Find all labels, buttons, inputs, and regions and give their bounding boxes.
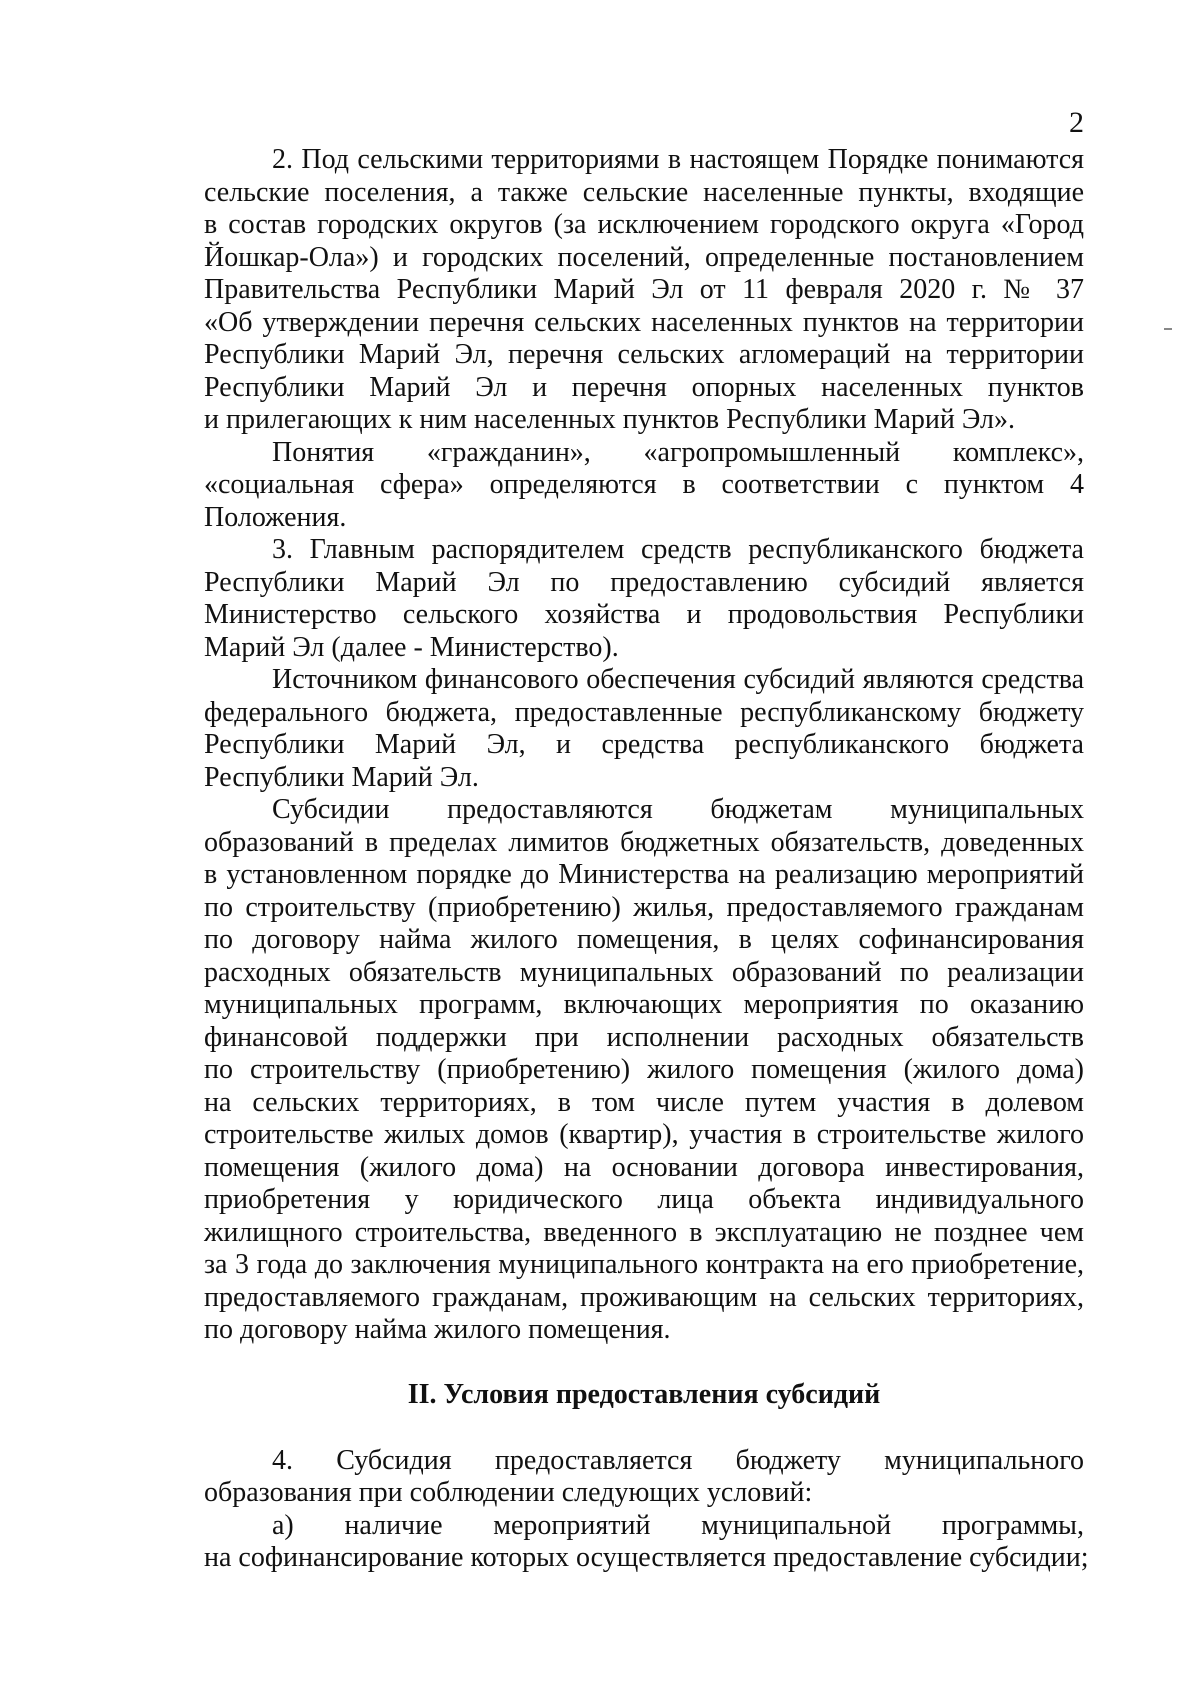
text-line: Министерство сельского хозяйства и продовольствия Республики <box>204 599 1084 630</box>
text-line: «Об утверждении перечня сельских населенных пунктов на территории <box>204 306 1084 338</box>
text-line: образования при соблюдении следующих условий: <box>204 1477 813 1508</box>
section-heading: II. Условия предоставления субсидий <box>407 1378 881 1410</box>
text-line: по строительству (приобретению) жилья, предоставляемого гражданам <box>204 891 1084 923</box>
text-line: муниципальных программ, включающих мероприятия по оказанию <box>204 989 1084 1020</box>
text-line: сельские поселения, а также сельские населенные пункты, входящие <box>204 176 1084 208</box>
text-line: по строительству (приобретению) жилого помещения (жилого дома) <box>204 1054 1084 1085</box>
text-line: в установленном порядке до Министерства на реализацию мероприятий <box>204 859 1084 890</box>
text-line: и прилегающих к ним населенных пунктов Республики Марий Эл». <box>204 404 1015 435</box>
document-body <box>204 144 1089 1575</box>
text-line: Республики Марий Эл по предоставлению субсидий является <box>204 566 1084 598</box>
text-line: на сельских территориях, в том числе путем участия в долевом <box>204 1086 1084 1118</box>
text-line: «социальная сфера» определяются в соответствии с пунктом 4 <box>204 469 1084 500</box>
margin-mark <box>1164 328 1172 330</box>
text-line: Марий Эл (далее - Министерство). <box>204 631 619 663</box>
text-line: Источником финансового обеспечения субсидий являются средства <box>272 664 1084 695</box>
text-line: по договору найма жилого помещения, в целях софинансирования <box>204 924 1084 955</box>
text-line: Республики Марий Эл, перечня сельских агломераций на территории <box>204 339 1084 370</box>
text-line: Субсидии предоставляются бюджетам муниципальных <box>272 794 1084 825</box>
text-line: федерального бюджета, предоставленные республиканскому бюджету <box>204 696 1084 728</box>
text-line: на софинансирование которых осуществляется предоставление субсидии; <box>204 1542 1089 1573</box>
text-line: приобретения у юридического лица объекта индивидуального <box>204 1184 1084 1215</box>
text-line: расходных обязательств муниципальных образований по реализации <box>204 956 1084 988</box>
text-line: Республики Марий Эл и перечня опорных населенных пунктов <box>204 371 1084 403</box>
text-line: 3. Главным распорядителем средств республиканского бюджета <box>272 534 1084 565</box>
text-line: Йошкар-Ола») и городских поселений, определенные постановлением <box>204 241 1084 273</box>
text-line: жилищного строительства, введенного в эксплуатацию не позднее чем <box>204 1216 1084 1248</box>
text-line: помещения (жилого дома) на основании договора инвестирования, <box>204 1151 1084 1183</box>
text-line: а) наличие мероприятий муниципальной программы, <box>272 1509 1084 1541</box>
text-line: строительстве жилых домов (квартир), участия в строительстве жилого <box>204 1119 1084 1150</box>
text-line: предоставляемого гражданам, проживающим на сельских территориях, <box>204 1281 1084 1313</box>
text-line: по договору найма жилого помещения. <box>204 1314 671 1345</box>
text-line: Республики Марий Эл. <box>204 761 479 793</box>
text-line: образований в пределах лимитов бюджетных обязательств, доведенных <box>204 826 1084 858</box>
page-number: 2 <box>1069 106 1084 139</box>
text-line: 2. Под сельскими территориями в настоящем Порядке понимаются <box>272 144 1084 175</box>
text-line: финансовой поддержки при исполнении расходных обязательств <box>204 1021 1084 1053</box>
text-line: 4. Субсидия предоставляется бюджету муниципального <box>272 1444 1084 1476</box>
text-line: в состав городских округов (за исключением городского округа «Город <box>204 209 1084 240</box>
text-line: Положения. <box>204 501 347 533</box>
text-line: Понятия «гражданин», «агропромышленный комплекс», <box>272 436 1084 468</box>
text-line: Правительства Республики Марий Эл от 11 февраля 2020 г. № 37 <box>204 274 1084 305</box>
text-line: за 3 года до заключения муниципального контракта на его приобретение, <box>204 1249 1084 1280</box>
text-line: Республики Марий Эл, и средства республиканского бюджета <box>204 729 1084 760</box>
